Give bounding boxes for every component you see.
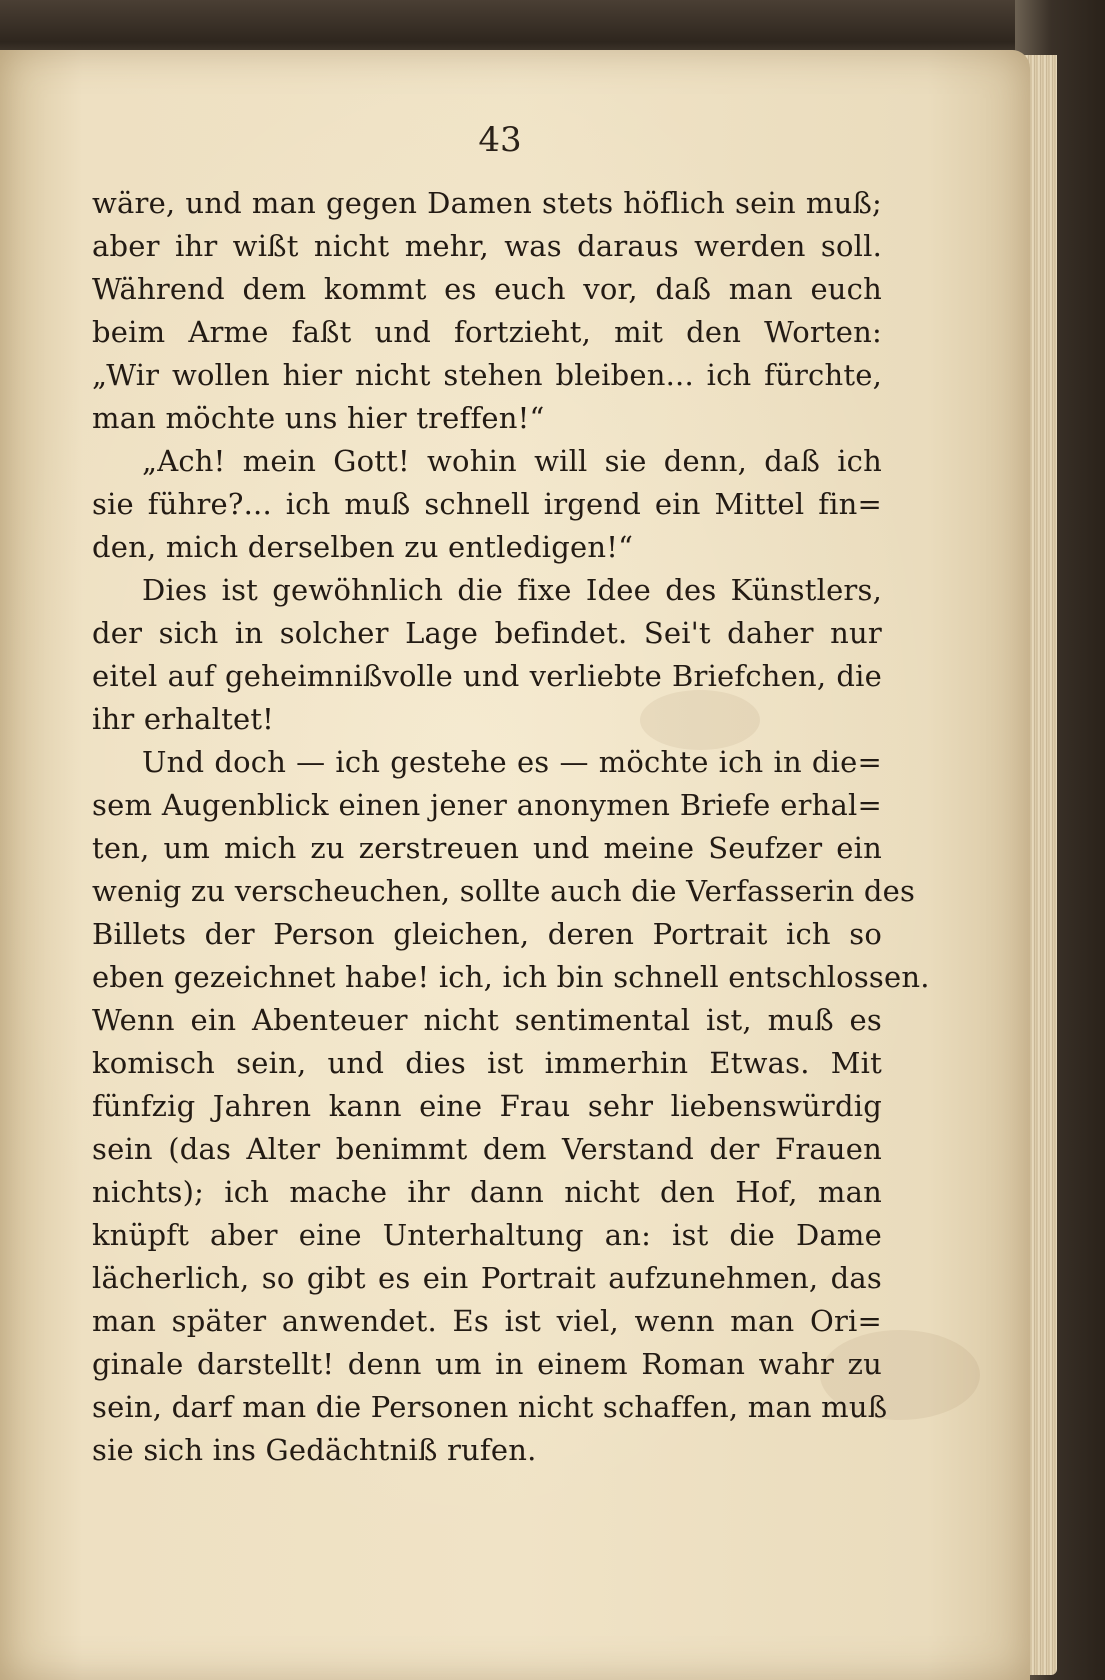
text-line: sein, darf man die Personen nicht schaffen, man muß [92, 1390, 888, 1424]
page-body-text [92, 182, 930, 1472]
text-line: den, mich derselben zu entledigen!“ [92, 530, 634, 564]
text-line: eitel auf geheimnißvolle und verliebte Briefchen, die [92, 659, 882, 693]
text-line: ten, um mich zu zerstreuen und meine Seufzer ein [92, 831, 882, 865]
text-line: fünfzig Jahren kann eine Frau sehr liebenswürdig [92, 1089, 882, 1123]
text-line: sein (das Alter benimmt dem Verstand der Frauen [92, 1132, 882, 1166]
text-line: eben gezeichnet habe! ich, ich bin schnell entschlossen. [92, 960, 930, 994]
text-line: komisch sein, und dies ist immerhin Etwas. Mit [92, 1046, 882, 1080]
text-line: sem Augenblick einen jener anonymen Briefe erhal= [92, 788, 882, 822]
page-number: 43 [478, 120, 522, 160]
text-line: „Wir wollen hier nicht stehen bleiben... ich fürchte, [92, 358, 882, 392]
text-line: sie führe?... ich muß schnell irgend ein Mittel fin= [92, 487, 882, 521]
text-line: Dies ist gewöhnlich die fixe Idee des Künstlers, [142, 573, 882, 607]
text-line: der sich in solcher Lage befindet. Sei't daher nur [92, 616, 882, 650]
text-line: nichts); ich mache ihr dann nicht den Hof, man [92, 1175, 882, 1209]
text-line: Und doch — ich gestehe es — möchte ich in die= [142, 745, 882, 779]
text-line: man möchte uns hier treffen!“ [92, 401, 545, 435]
text-line: knüpft aber eine Unterhaltung an: ist die Dame [92, 1218, 882, 1252]
text-line: ihr erhaltet! [92, 702, 275, 736]
text-line: Während dem kommt es euch vor, daß man euch [92, 272, 882, 306]
text-line: lächerlich, so gibt es ein Portrait aufzunehmen, das [92, 1261, 882, 1295]
text-line: Billets der Person gleichen, deren Portrait ich so [92, 917, 882, 951]
text-line: Wenn ein Abenteuer nicht sentimental ist, muß es [92, 1003, 882, 1037]
text-line: „Ach! mein Gott! wohin will sie denn, daß ich [142, 444, 882, 478]
text-line: man später anwendet. Es ist viel, wenn man Ori= [92, 1304, 882, 1338]
text-line: wenig zu verscheuchen, sollte auch die Verfasserin des [92, 874, 916, 908]
text-line: beim Arme faßt und fortzieht, mit den Worten: [92, 315, 882, 349]
text-line: aber ihr wißt nicht mehr, was daraus werden soll. [92, 229, 882, 263]
text-line: wäre, und man gegen Damen stets höflich sein muß; [92, 186, 882, 220]
book-page [0, 50, 1030, 1680]
text-line: ginale darstellt! denn um in einem Roman wahr zu [92, 1347, 882, 1381]
text-line: sie sich ins Gedächtniß rufen. [92, 1433, 537, 1467]
